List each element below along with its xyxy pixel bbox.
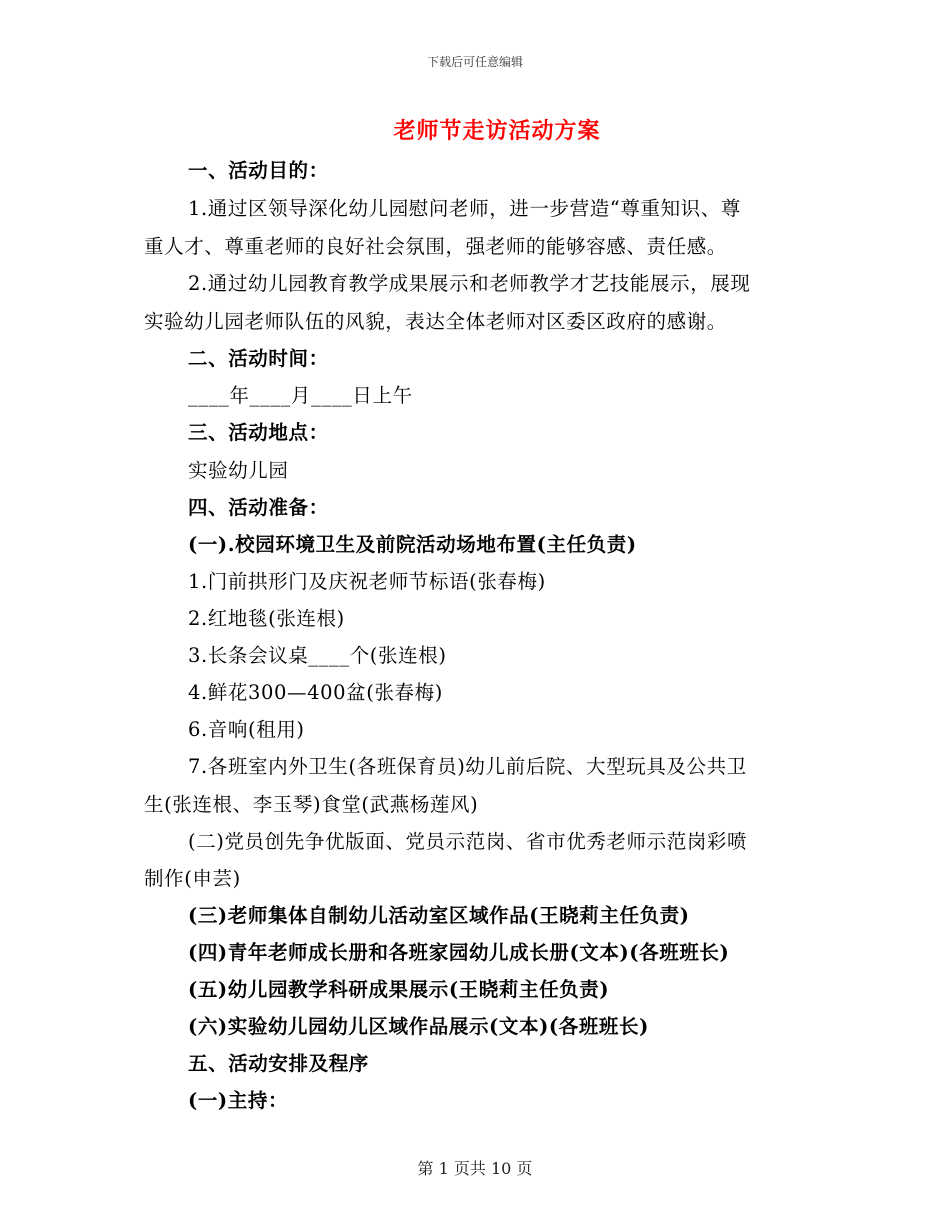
subsection-heading: (四)青年老师成长册和各班家园幼儿成长册(文本)(各班班长) [188,941,730,964]
list-item-continuation: 生(张连根、李玉琴)食堂(武燕杨莲风) [144,793,479,816]
document-title: 老师节走访活动方案 [393,118,601,144]
page-footer: 第 1 页共 10 页 [417,1159,533,1178]
section-heading-schedule: 五、活动安排及程序 [188,1052,369,1075]
section-heading-time: 二、活动时间： [188,347,329,370]
subsection-heading: (一)主持： [188,1089,289,1112]
subsection-heading: (六)实验幼儿园幼儿区域作品展示(文本)(各班班长) [188,1015,649,1038]
list-item: 3.长条会议桌____个(张连根) [188,644,447,667]
list-item: 1.门前拱形门及庆祝老师节标语(张春梅) [188,570,546,593]
section-heading-preparation: 四、活动准备： [188,496,329,519]
list-item: (二)党员创先争优版面、党员示范岗、省市优秀老师示范岗彩喷 [188,830,748,853]
header-note: 下载后可任意编辑 [426,55,523,69]
activity-location-line: 实验幼儿园 [188,459,289,482]
list-item-continuation: 制作(申芸) [144,867,241,890]
subsection-heading: (一).校园环境卫生及前院活动场地布置(主任负责) [188,533,637,556]
subsection-heading: (三)老师集体自制幼儿活动室区域作品(王晓莉主任负责) [188,904,690,927]
activity-date-line: ____年____月____日上午 [188,384,413,407]
paragraph-line: 重人才、尊重老师的良好社会氛围，强老师的能够容感、责任感。 [144,235,727,258]
list-item: 7.各班室内外卫生(各班保育员)幼儿前后院、大型玩具及公共卫 [188,755,747,778]
list-item: 4.鲜花300—400盆(张春梅) [188,681,443,704]
paragraph-line: 2.通过幼儿园教育教学成果展示和老师教学才艺技能展示，展现 [188,272,751,295]
list-item: 2.红地毯(张连根) [188,607,345,630]
list-item: 6.音响(租用) [188,718,305,741]
section-heading-purpose: 一、活动目的： [188,159,329,182]
subsection-heading: (五)幼儿园教学科研成果展示(王晓莉主任负责) [188,978,610,1001]
paragraph-line: 实验幼儿园老师队伍的风貌，表达全体老师对区委区政府的感谢。 [144,310,727,333]
section-heading-location: 三、活动地点： [188,421,329,444]
paragraph-line: 1.通过区领导深化幼儿园慰问老师，进一步营造“尊重知识、尊 [188,197,741,220]
